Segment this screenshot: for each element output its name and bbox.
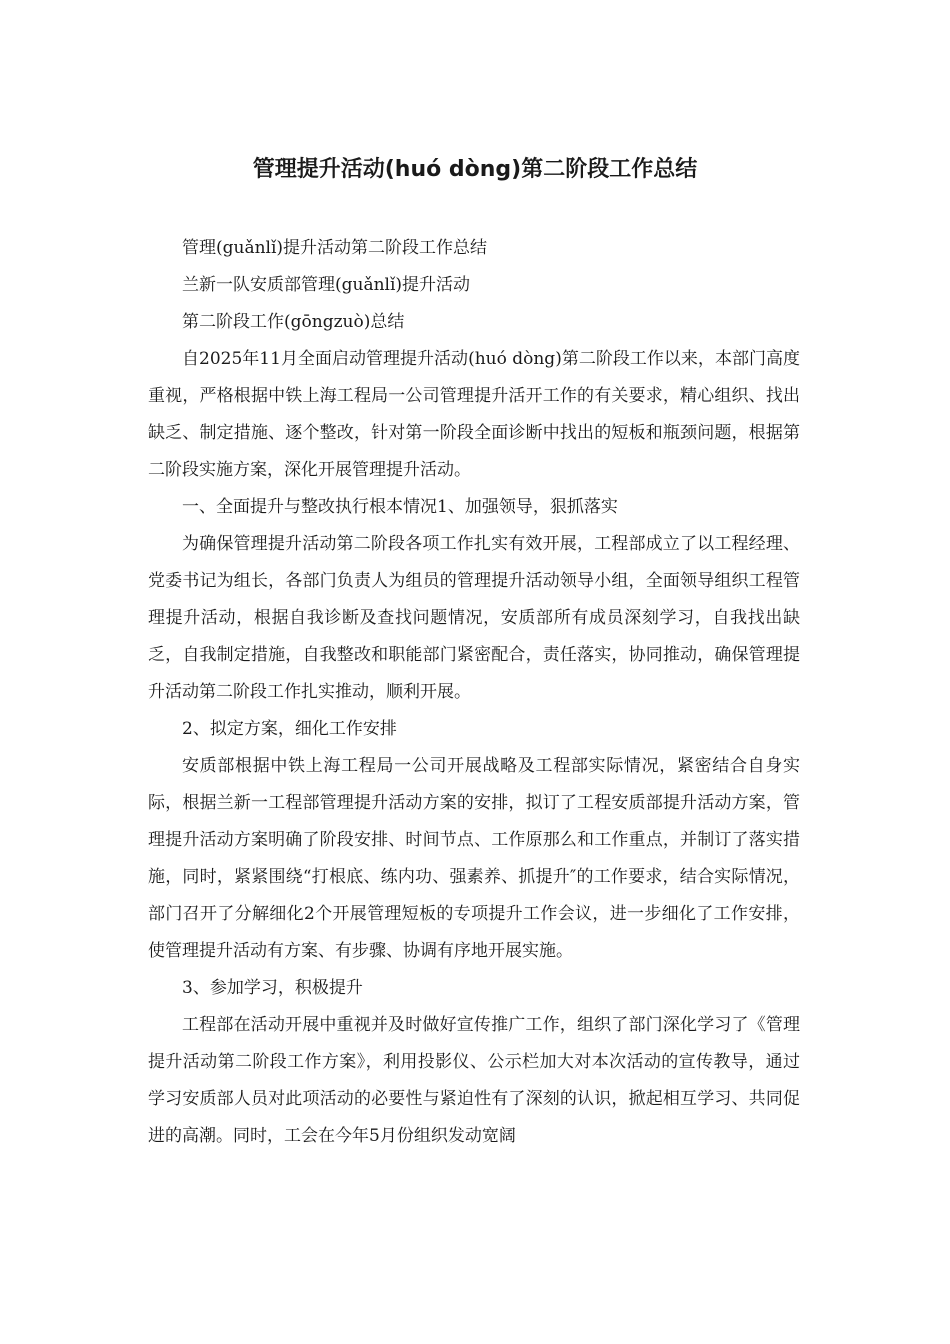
section-heading-2: 2、拟定方案，细化工作安排 [182, 719, 397, 739]
section-heading-1: 一、全面提升与整改执行根本情况1、加强领导，狠抓落实 [182, 497, 618, 517]
paragraph-heading-1: 管理(guǎnlǐ)提升活动第二阶段工作总结 [182, 238, 488, 258]
paragraph-intro: 自2025年11月全面启动管理提升活动(huó dòng)第二阶段工作以来，本部门高度重视，严格根据中铁上海工程局一公司管理提升活开工作的有关要求，精心组织、找出缺乏、制定措施、逐个整改，针对第一阶段全面诊断中找出的短板和瓶颈问题，根据第二阶段实施方案，深化开展管理提升活动。 [148, 349, 800, 480]
paragraph-plan: 安质部根据中铁上海工程局一公司开展战略及工程部实际情况，紧密结合自身实际，根据兰新一工程部管理提升活动方案的安排，拟订了工程安质部提升活动方案，管理提升活动方案明确了阶段安排、时间节点、工作原那么和工作重点，并制订了落实措施，同时，紧紧围绕“打根底、练内功、强素养、抓提升″的工作要求，结合实际情况，部门召开了分解细化2个开展管理短板的专项提升工作会议，进一步细化了工作安排，使管理提升活动有方案、有步骤、协调有序地开展实施。 [148, 756, 800, 961]
paragraph-heading-2: 兰新一队安质部管理(guǎnlǐ)提升活动 [182, 275, 471, 295]
document-title: 管理提升活动(huó dòng)第二阶段工作总结 [252, 157, 698, 182]
document-body [148, 230, 800, 1155]
paragraph-heading-3: 第二阶段工作(gōngzuò)总结 [182, 312, 405, 332]
section-heading-3: 3、参加学习，积极提升 [182, 978, 363, 998]
paragraph-study: 工程部在活动开展中重视并及时做好宣传推广工作，组织了部门深化学习了《管理提升活动第二阶段工作方案》，利用投影仪、公示栏加大对本次活动的宣传教导，通过学习安质部人员对此项活动的必要性与紧迫性有了深刻的认识，掀起相互学习、共同促进的高潮。同时，工会在今年5月份组织发动宽阔 [148, 1015, 800, 1146]
paragraph-leadership: 为确保管理提升活动第二阶段各项工作扎实有效开展，工程部成立了以工程经理、党委书记为组长，各部门负责人为组员的管理提升活动领导小组，全面领导组织工程管理提升活动，根据自我诊断及查找问题情况，安质部所有成员深刻学习，自我找出缺乏，自我制定措施，自我整改和职能部门紧密配合，责任落实，协同推动，确保管理提升活动第二阶段工作扎实推动，顺利开展。 [148, 534, 800, 702]
